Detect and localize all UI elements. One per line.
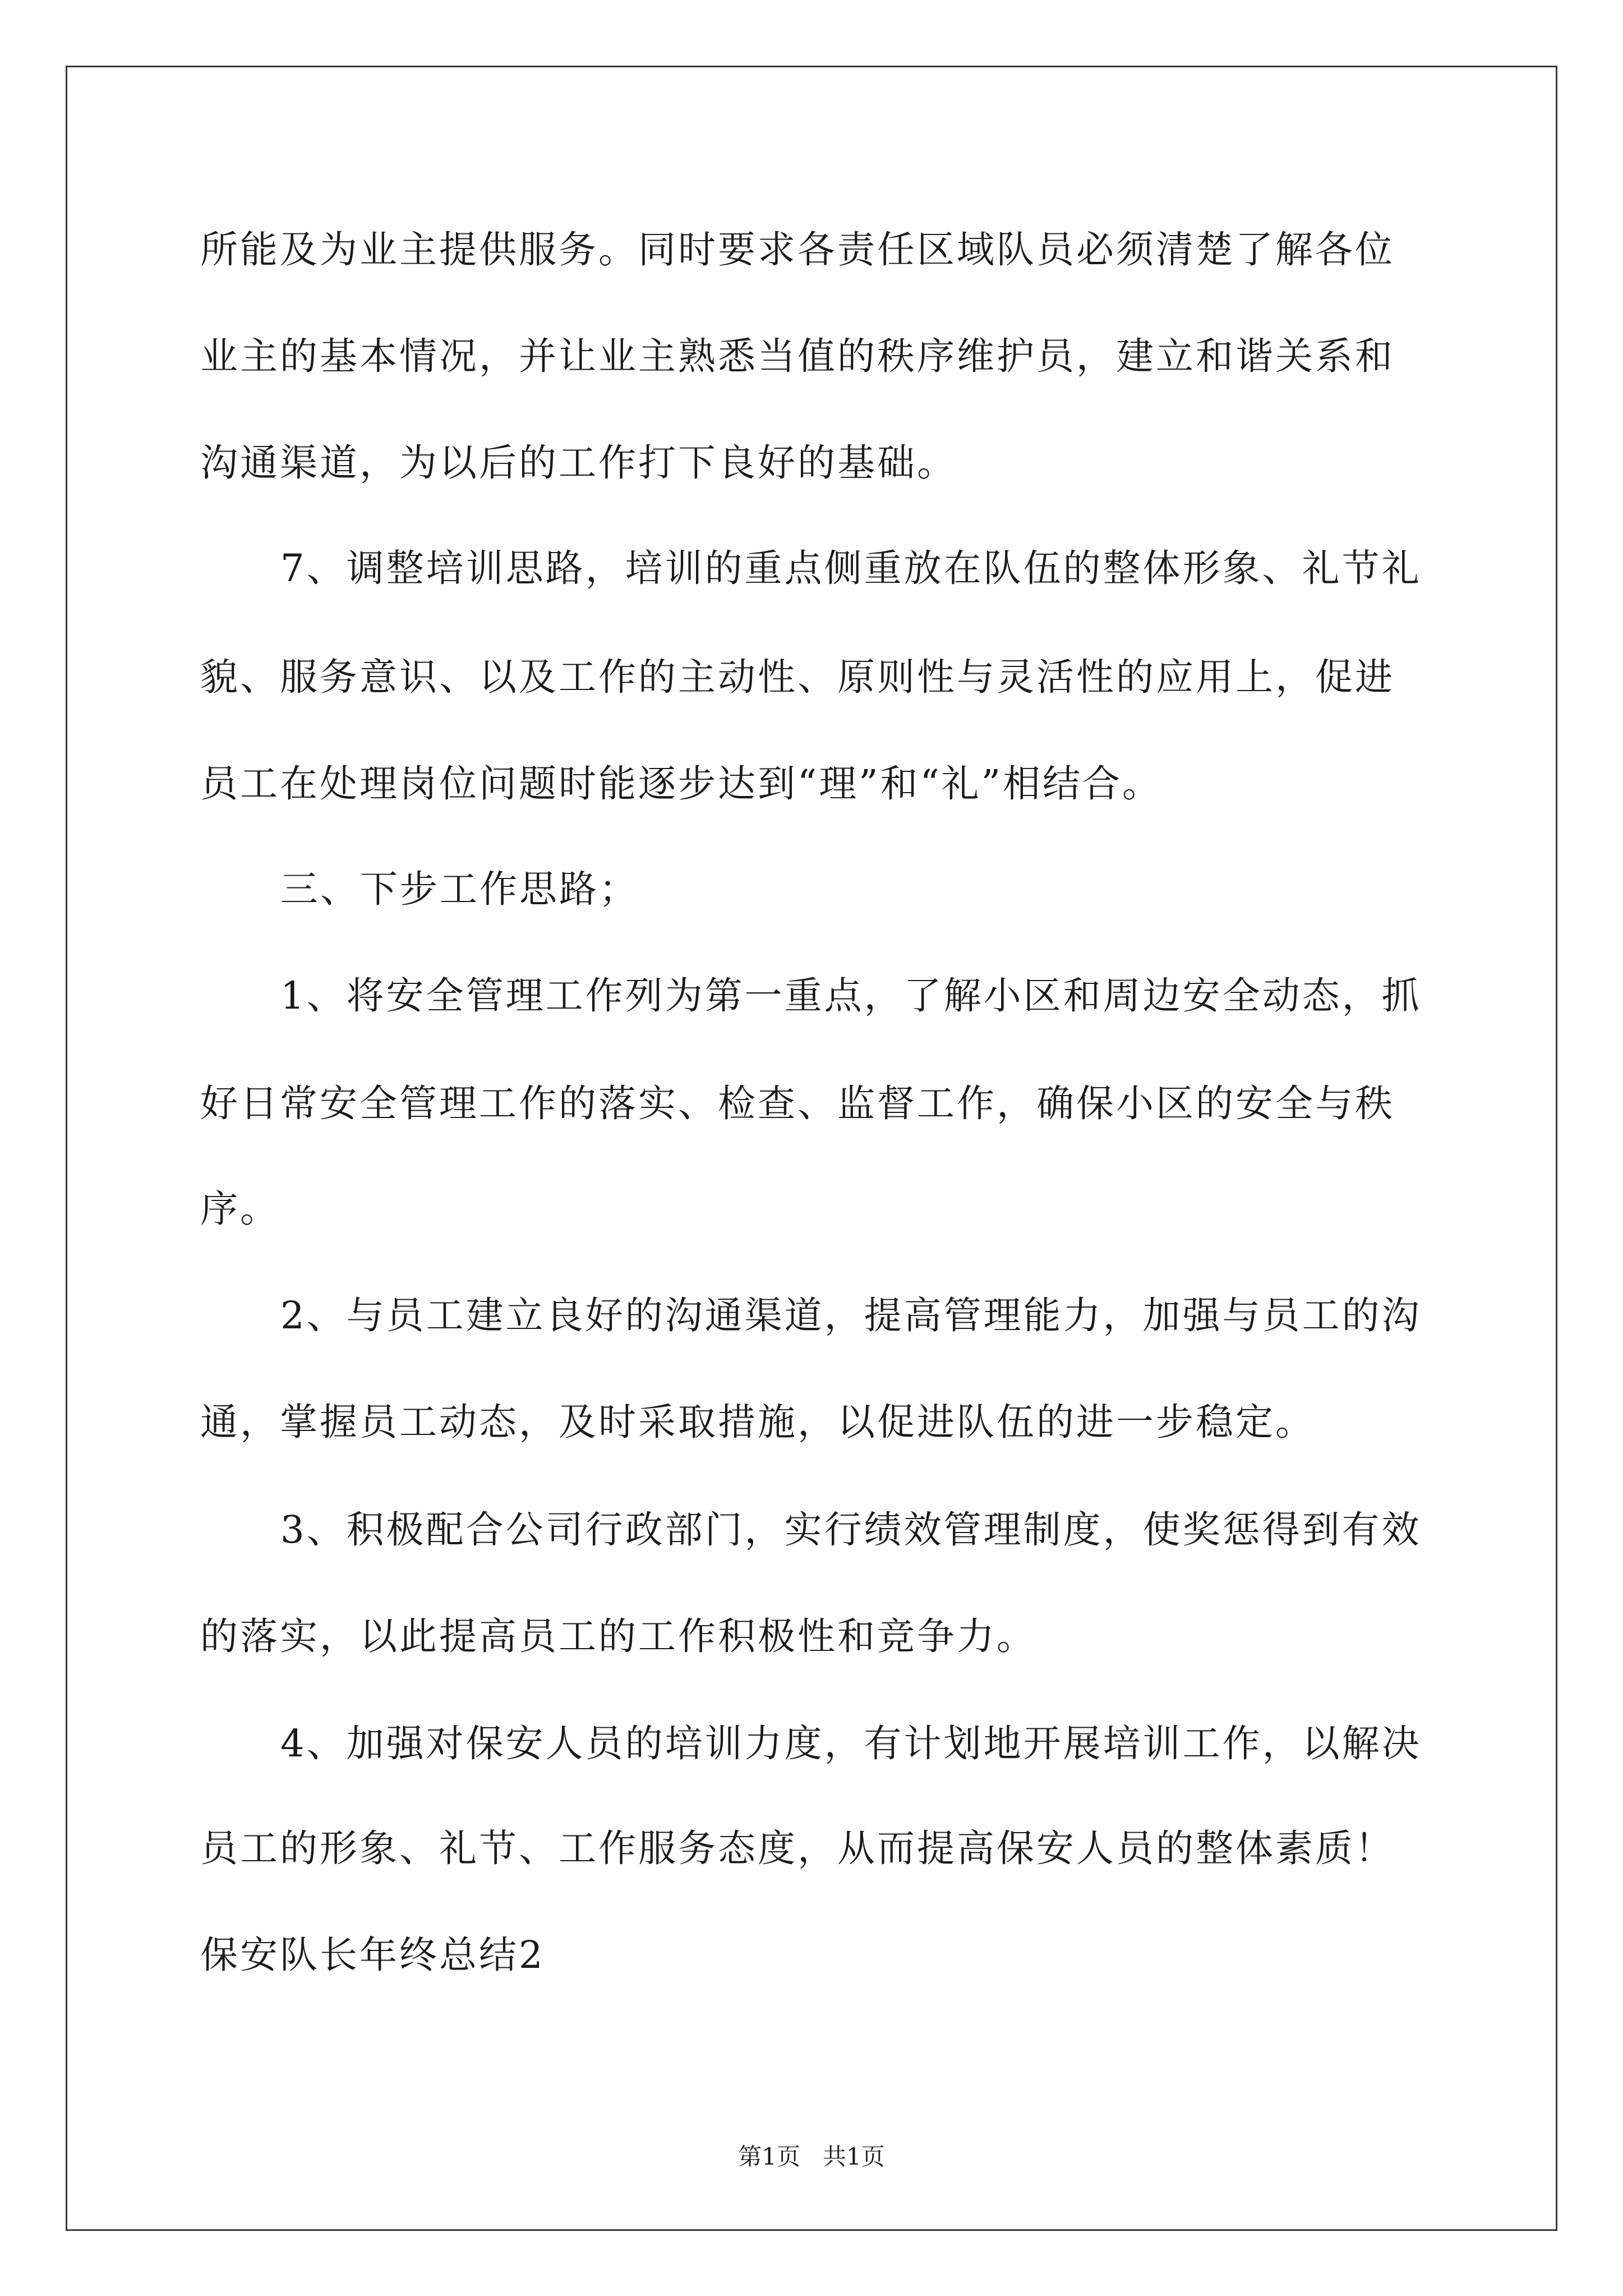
- body-text-line: 员工的形象、礼节、工作服务态度，从而提高保安人员的整体素质！: [200, 1826, 1395, 1870]
- page-border: [66, 66, 1557, 2231]
- body-text-line: 3、积极配合公司行政部门，实行绩效管理制度，使奖惩得到有效: [280, 1508, 1422, 1552]
- body-text-line: 4、加强对保安人员的培训力度，有计划地开展培训工作，以解决: [280, 1722, 1422, 1765]
- document-subtitle: 保安队长年终总结2: [200, 1933, 545, 1977]
- section-heading: 三、下步工作思路；: [280, 867, 639, 911]
- body-text-line: 2、与员工建立良好的沟通渠道，提高管理能力，加强与员工的沟: [280, 1294, 1422, 1337]
- body-text-line: 貌、服务意识、以及工作的主动性、原则性与灵活性的应用上，促进: [200, 655, 1395, 699]
- body-text-line: 1、将安全管理工作列为第一重点，了解小区和周边安全动态，抓: [280, 974, 1422, 1018]
- body-text-line: 沟通渠道，为以后的工作打下良好的基础。: [200, 441, 957, 485]
- page-footer: 第1页 共1页: [738, 2143, 885, 2170]
- body-text-line: 好日常安全管理工作的落实、检查、监督工作，确保小区的安全与秩: [200, 1082, 1395, 1125]
- body-text-line: 所能及为业主提供服务。同时要求各责任区域队员必须清楚了解各位: [200, 228, 1395, 272]
- body-text-line: 的落实，以此提高员工的工作积极性和竞争力。: [200, 1614, 1036, 1658]
- body-text-line: 员工在处理岗位问题时能逐步达到“理”和“礼”相结合。: [200, 762, 1163, 806]
- body-text-line: 7、调整培训思路，培训的重点侧重放在队伍的整体形象、礼节礼: [280, 546, 1422, 590]
- body-text-line: 序。: [200, 1187, 280, 1231]
- body-text-line: 通，掌握员工动态，及时采取措施，以促进队伍的进一步稳定。: [200, 1400, 1315, 1444]
- body-text-line: 业主的基本情况，并让业主熟悉当值的秩序维护员，建立和谐关系和: [200, 334, 1395, 378]
